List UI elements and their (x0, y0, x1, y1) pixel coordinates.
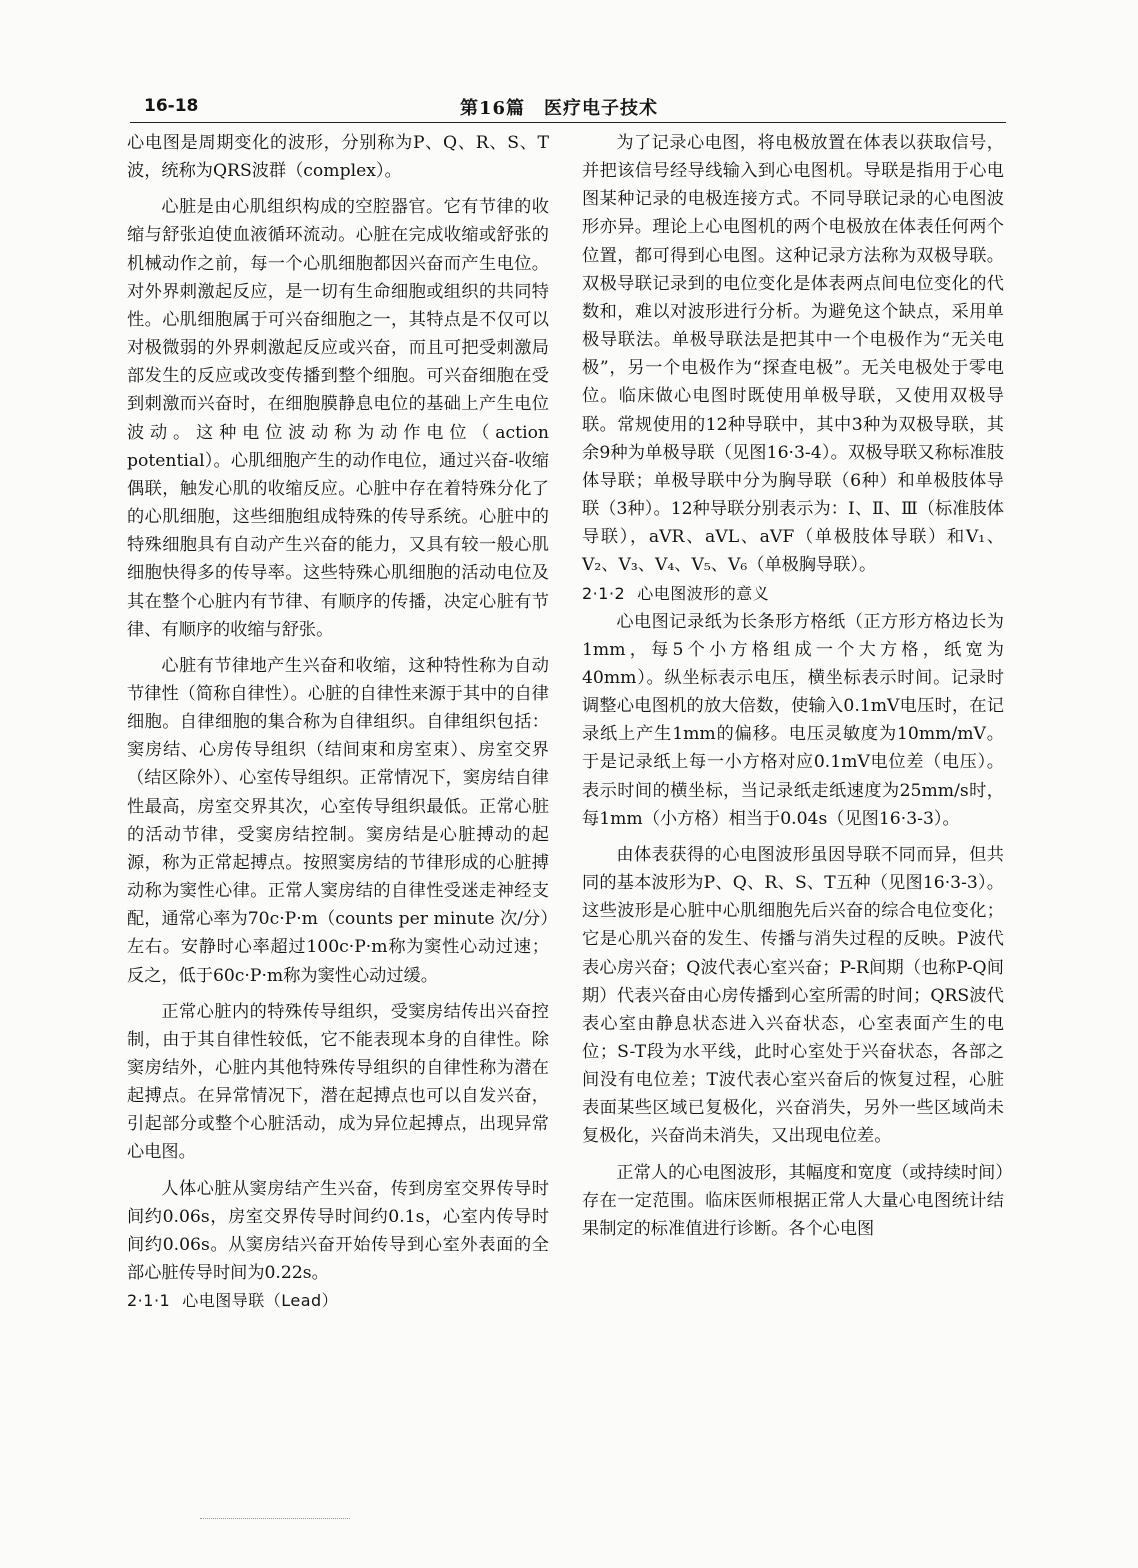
section-title: 第16篇 医疗电子技术 (460, 98, 659, 119)
left-column (127, 129, 549, 1315)
paragraph: 由体表获得的心电图波形虽因导联不同而异，但共同的基本波形为P、Q、R、S、T五种（见图16·3-3）。这些波形是心脏中心肌细胞先后兴奋的综合电位变化；它是心肌兴奋的发生、传播与消失过程的反映。P波代表心房兴奋；Q波代表心室兴奋；P-R间期（也称P-Q间期）代表兴奋由心房传播到心室所需的时间；QRS波代表心室由静息状态进入兴奋状态，心室表面产生的电位；S-T段为水平线，此时心室处于兴奋状态，各部之间没有电位差；T波代表心室兴奋后的恢复过程，心脏表面某些区域已复极化，兴奋消失，另外一些区域尚未复极化，兴奋尚未消失，又出现电位差。 (582, 844, 1004, 1147)
paragraph: 心电图记录纸为长条形方格纸（正方形方格边长为1mm，每5个小方格组成一个大方格，纸宽为40mm）。纵坐标表示电压，横坐标表示时间。记录时调整心电图机的放大倍数，使输入0.1mV电压时，在记录纸上产生1mm的偏移。电压灵敏度为10mm/mV。于是记录纸上每一小方格对应0.1mV电位差（电压）。表示时间的横坐标，当记录纸走纸速度为25mm/s时，每1mm（小方格）相当于0.04s（见图16·3-3）。 (582, 611, 1004, 829)
section-heading (582, 580, 1004, 608)
paragraph: 正常人的心电图波形，其幅度和宽度（或持续时间）存在一定范围。临床医师根据正常人大量心电图统计结果制定的标准值进行诊断。各个心电图 (582, 1162, 1004, 1239)
right-column (582, 129, 1004, 1243)
paragraph: 心电图是周期变化的波形，分别称为P、Q、R、S、T波，统称为QRS波群（complex）。 (127, 133, 549, 182)
page-header (130, 92, 1006, 123)
paragraph: 心脏有节律地产生兴奋和收缩，这种特性称为自动节律性（简称自律性）。心脏的自律性来源于其中的自律细胞。自律细胞的集合称为自律组织。自律组织包括：窦房结、心房传导组织（结间束和房室束）、房室交界（结区除外）、心室传导组织。正常情况下，窦房结自律性最高，房室交界其次，心室传导组织最低。正常心脏的活动节律，受窦房结控制。窦房结是心脏搏动的起源，称为正常起搏点。按照窦房结的节律形成的心脏搏动称为窦性心律。正常人窦房结的自律性受迷走神经支配，通常心率为70c·P·m（counts per minute 次/分）左右。安静时心率超过100c·P·m称为窦性心动过速；反之，低于60c·P·m称为窦性心动过缓。 (127, 655, 549, 986)
section-heading-number: 2·1·1 (127, 1291, 171, 1311)
page-number: 16-18 (144, 96, 199, 116)
section-heading-text: 心电图波形的意义 (637, 583, 770, 603)
section-heading-text: 心电图导联（Lead） (182, 1291, 339, 1311)
scan-artifact (200, 1518, 350, 1521)
section-heading (127, 1287, 549, 1315)
paragraph: 为了记录心电图，将电极放置在体表以获取信号，并把该信号经导线输入到心电图机。导联是指用于心电图某种记录的电极连接方式。不同导联记录的心电图波形亦异。理论上心电图机的两个电极放在体表任何两个位置，都可得到心电图。这种记录方法称为双极导联。双极导联记录到的电位变化是体表两点间电位变化的代数和，难以对波形进行分析。为避免这个缺点，采用单极导联法。单极导联法是把其中一个电极作为“无关电极”，另一个电极作为“探查电极”。无关电极处于零电位。临床做心电图时既使用单极导联，又使用双极导联。常规使用的12种导联中，其中3种为双极导联，其余9种为单极导联（见图16·3-4）。双极导联又称标准肢体导联；单极导联中分为胸导联（6种）和单极肢体导联（3种）。12种导联分别表示为：Ⅰ、Ⅱ、Ⅲ（标准肢体导联），aVR、aVL、aVF（单极肢体导联）和V₁、V₂、V₃、V₄、V₅、V₆（单极胸导联）。 (582, 133, 1004, 576)
paragraph: 正常心脏内的特殊传导组织，受窦房结传出兴奋控制，由于其自律性较低，它不能表现本身的自律性。除窦房结外，心脏内其他特殊传导组织的自律性称为潜在起搏点。在异常情况下，潜在起搏点也可以自发兴奋，引起部分或整个心脏活动，成为异位起搏点，出现异常心电图。 (127, 1001, 549, 1163)
paragraph: 人体心脏从窦房结产生兴奋，传到房室交界传导时间约0.06s，房室交界传导时间约0.1s，心室内传导时间约0.06s。从窦房结兴奋开始传导到心室外表面的全部心脏传导时间为0.22s。 (127, 1178, 549, 1284)
section-heading-number: 2·1·2 (582, 583, 626, 603)
paragraph: 心脏是由心肌组织构成的空腔器官。它有节律的收缩与舒张迫使血液循环流动。心脏在完成收缩或舒张的机械动作之前，每一个心肌细胞都因兴奋而产生电位。对外界刺激起反应，是一切有生命细胞或组织的共同特性。心肌细胞属于可兴奋细胞之一，其特点是不仅可以对极微弱的外界刺激起反应或兴奋，而且可把受刺激局部发生的反应或改变传播到整个细胞。可兴奋细胞在受到刺激而兴奋时，在细胞膜静息电位的基础上产生电位波动。这种电位波动称为动作电位（action potential）。心肌细胞产生的动作电位，通过兴奋-收缩偶联，触发心肌的收缩反应。心脏中存在着特殊分化了的心肌细胞，这些细胞组成特殊的传导系统。心脏中的特殊细胞具有自动产生兴奋的能力，又具有较一般心肌细胞快得多的传导率。这些特殊心肌细胞的活动电位及其在整个心脏内有节律、有顺序的传播，决定心脏有节律、有顺序的收缩与舒张。 (127, 197, 549, 640)
